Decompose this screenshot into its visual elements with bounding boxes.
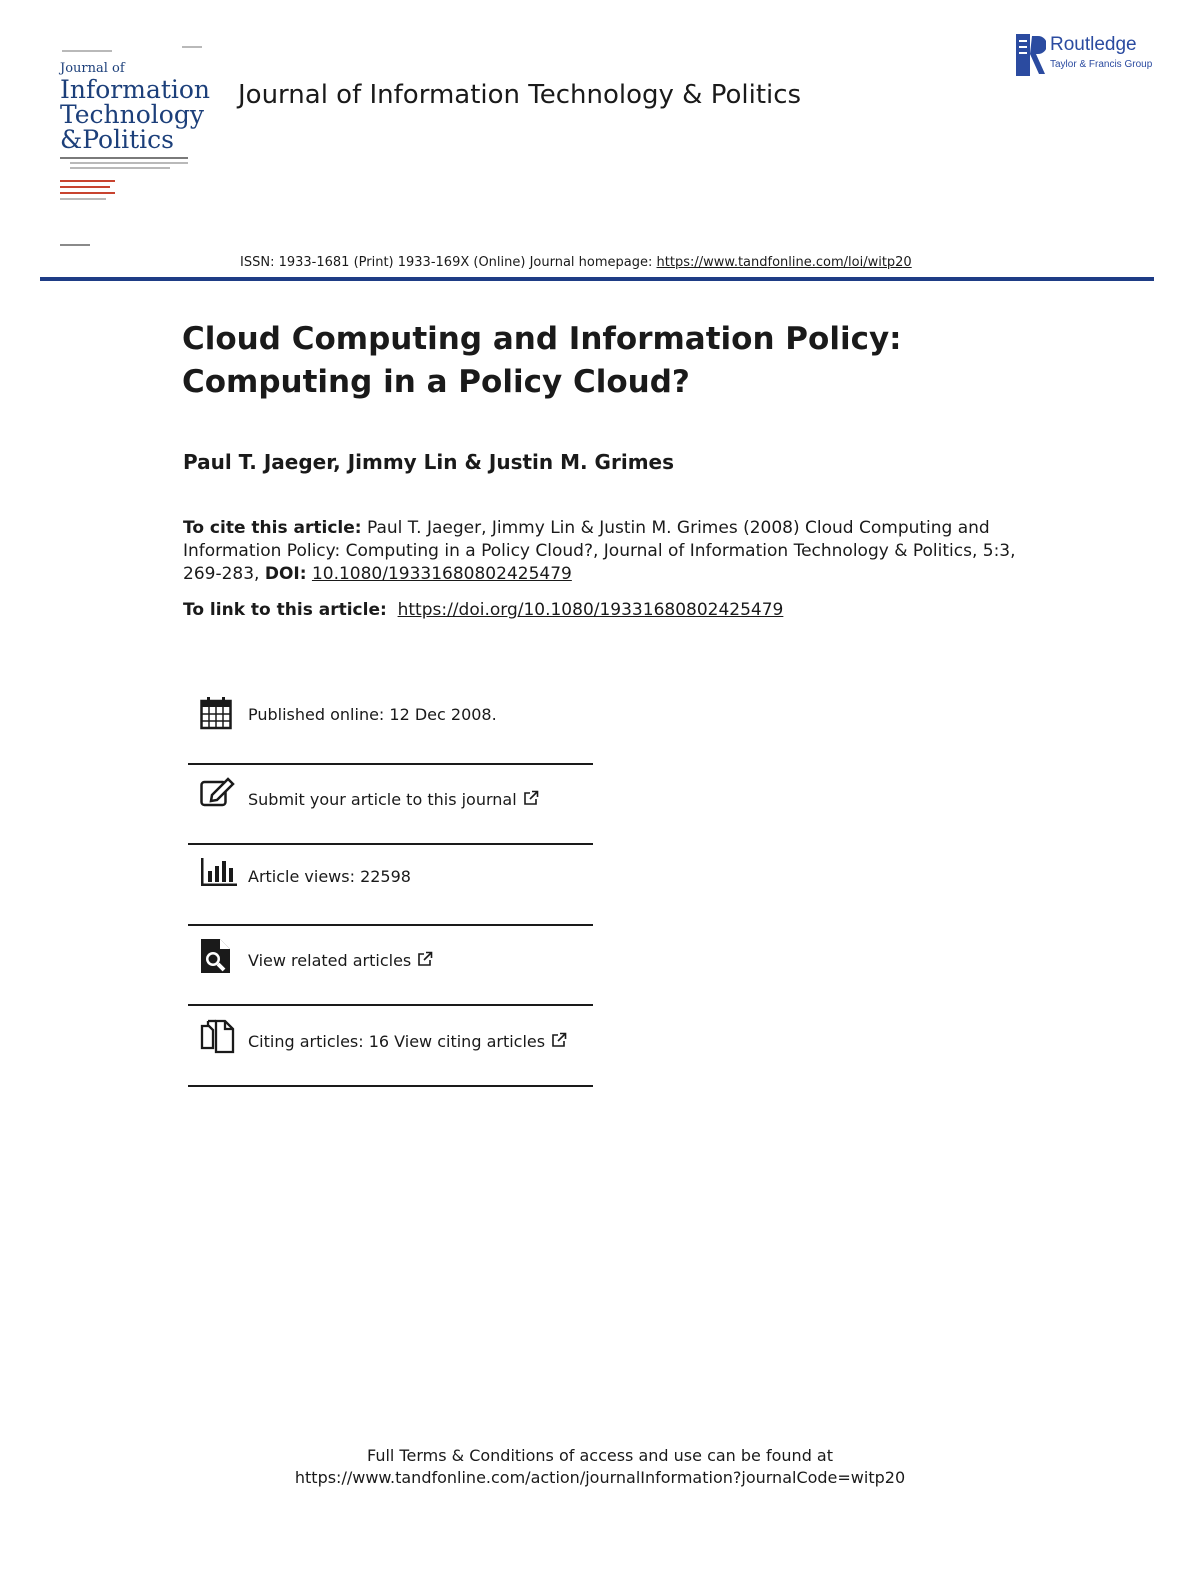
doi-link[interactable]: 10.1080/19331680802425479 xyxy=(311,564,572,584)
footer-terms-link[interactable]: https://www.tandfonline.com/action/journalInformation?journalCode=witp20 xyxy=(294,1468,906,1487)
submit-article-link[interactable] xyxy=(248,790,539,809)
issn-line xyxy=(240,255,912,270)
view-related-articles-link[interactable] xyxy=(248,951,433,970)
header-divider xyxy=(40,277,1154,281)
row-divider xyxy=(188,924,593,926)
issn-text: ISSN: 1933-1681 (Print) 1933-169X (Online) Journal homepage: xyxy=(240,255,657,270)
routledge-r-icon xyxy=(1016,34,1046,76)
article-title-line-1: Cloud Computing and Information Policy: xyxy=(182,321,902,357)
journal-cover-image xyxy=(52,44,211,254)
article-authors: Paul T. Jaeger, Jimmy Lin & Justin M. Grimes xyxy=(183,450,674,474)
copy-documents-icon xyxy=(200,1018,236,1054)
publisher-name: Routledge xyxy=(1050,34,1137,55)
citation-text: Paul T. Jaeger, Jimmy Lin & Justin M. Grimes (2008) Cloud Computing and Information Policy: Computing in a Policy Cloud?, Journal of Information Technology & Politics, 5:3, 269-283, xyxy=(183,518,1016,584)
edit-icon xyxy=(200,776,236,808)
journal-homepage-link[interactable]: https://www.tandfonline.com/loi/witp20 xyxy=(656,255,912,270)
citing-row[interactable] xyxy=(188,1018,593,1058)
related-row[interactable] xyxy=(188,938,593,978)
article-link-line xyxy=(183,600,783,620)
article-title xyxy=(182,318,1082,404)
search-document-icon xyxy=(200,938,232,974)
publisher-subtitle: Taylor & Francis Group xyxy=(1050,59,1153,70)
cover-title-line-1: Journal of xyxy=(60,61,125,76)
article-link-label: To link to this article: xyxy=(183,600,387,620)
journal-name: Journal of Information Technology & Politics xyxy=(238,80,802,110)
footer-terms xyxy=(0,1445,1200,1489)
views-row xyxy=(188,856,593,896)
published-date: Published online: 12 Dec 2008. xyxy=(248,705,497,724)
cover-title-line-2: Information xyxy=(60,75,211,104)
published-row xyxy=(188,696,593,736)
article-views: Article views: 22598 xyxy=(248,867,411,886)
article-title-line-2: Computing in a Policy Cloud? xyxy=(182,364,690,400)
citation-label: To cite this article: xyxy=(183,518,362,538)
row-divider xyxy=(188,1085,593,1087)
footer-terms-text: Full Terms & Conditions of access and use can be found at xyxy=(366,1446,834,1465)
cover-title-line-4: &Politics xyxy=(60,125,174,154)
external-link-icon xyxy=(551,1032,567,1048)
row-divider xyxy=(188,843,593,845)
bar-chart-icon xyxy=(200,857,238,887)
article-link[interactable]: https://doi.org/10.1080/19331680802425479 xyxy=(397,600,784,620)
submit-row[interactable] xyxy=(188,776,593,816)
submit-article-label: Submit your article to this journal xyxy=(248,790,517,809)
external-link-icon xyxy=(523,790,539,806)
citing-articles-label: Citing articles: 16 View citing articles xyxy=(248,1032,546,1051)
row-divider xyxy=(188,763,593,765)
citation-block xyxy=(183,517,1033,586)
calendar-icon xyxy=(200,696,232,730)
doi-label: DOI: xyxy=(264,564,307,584)
row-divider xyxy=(188,1004,593,1006)
publisher-logo[interactable] xyxy=(1016,34,1166,78)
related-articles-label: View related articles xyxy=(248,951,412,970)
external-link-icon xyxy=(417,951,433,967)
cover-title-line-3: Technology xyxy=(60,100,204,129)
citing-articles-link[interactable] xyxy=(248,1032,567,1051)
